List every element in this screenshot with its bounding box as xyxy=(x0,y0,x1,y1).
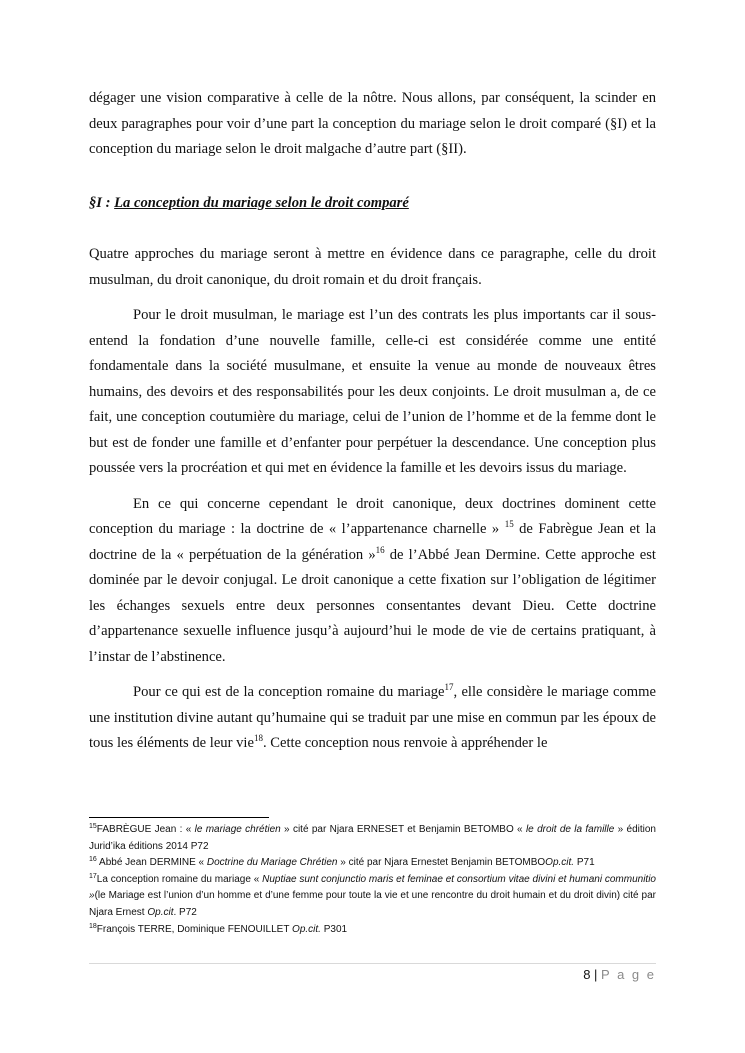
paragraph-approaches: Quatre approches du mariage seront à mettre en évidence dans ce paragraphe, celle du droit musulman, du droit canonique, du droit romain et du droit français. xyxy=(89,246,656,288)
section-heading xyxy=(89,191,656,217)
footnotes xyxy=(89,822,656,938)
footnote-18: $^{18}$François TERRE, Dominique FENOUILLET Op.cit. P301 xyxy=(89,922,348,935)
main-text xyxy=(89,86,656,757)
footnote-17: $^{17}$La conception romaine du mariage « Nuptiae sunt conjunctio maris et feminae et consortium vitae divini et humani communitio »(le Mariage est l’union d’un homme et d’une femme pour toute la vie et une rencontre du droit humain et du droit divin) cité par Njara Ernest Op.cit. P72 xyxy=(89,872,656,918)
footnote-ref-17[interactable]: 17 xyxy=(444,682,454,692)
footnote-separator xyxy=(89,817,269,818)
page-separator: | xyxy=(590,967,602,982)
footnote-15: $^{15}$FABRÈGUE Jean : « le mariage chrétien » cité par Njara ERNESET et Benjamin BETOMBO « le droit de la famille » édition Jurid’ika éditions 2014 P72 xyxy=(89,823,656,852)
footnote-ref-15[interactable]: 15 xyxy=(504,519,514,529)
footer-divider xyxy=(89,963,656,964)
footnote-16: $^{16}$ Abbé Jean DERMINE « Doctrine du Mariage Chrétien » cité par Njara Ernestet Benjamin BETOMBOOp.cit. P71 xyxy=(89,856,595,869)
page-footer xyxy=(583,967,656,982)
paragraph-intro-continued: dégager une vision comparative à celle de la nôtre. Nous allons, par conséquent, la scinder en deux paragraphes pour voir d’une part la conception du mariage selon le droit comparé (§I) et la conception du mariage selon le droit malgache d’autre part (§II). xyxy=(89,90,656,157)
page-label: P a g e xyxy=(601,967,656,982)
paragraph-muslim-law: Pour le droit musulman, le mariage est l’un des contrats les plus importants car il sous-entend la fondation d’une nouvelle famille, celle-ci est considérée comme une entité fondamentale dans la société musulmane, et ensuite la venue au monde de nouveaux êtres humains, des devoirs et des responsabilités pour les deux conjoints. Le droit musulman a, de ce fait, une conception coutumière du mariage, celui de l’union de l’homme et de la femme dont le but est de fonder une famille et d’enfanter pour perpétuer la descendance. Une conception plus poussée vers la procréation et qui met en évidence la famille et les devoirs issus du mariage. xyxy=(89,307,656,476)
paragraph-canon-law: En ce qui concerne cependant le droit canonique, deux doctrines dominent cette conception du mariage : la doctrine de « l’appartenance charnelle » $^{15}$ de Fabrègue Jean et la doctrine de la « perpétuation de la génération »$^{16}$ de l’Abbé Jean Dermine. Cette approche est dominée par le devoir conjugal. Le droit canonique a cette fixation sur l’obligation de légitimer les échanges sexuels entre deux personnes consentantes devant Dieu. Cette doctrine d’appartenance sexuelle influence jusqu’à aujourd’hui le mode de vie de certains pratiquant, à l’instar de l’abstinence. xyxy=(89,495,657,665)
footnote-ref-16[interactable]: 16 xyxy=(375,544,385,555)
page-number: 8 xyxy=(583,967,591,982)
footnote-ref-18[interactable]: 18 xyxy=(253,733,263,743)
section-number: §I : xyxy=(89,194,115,211)
section-title: La conception du mariage selon le droit comparé xyxy=(114,194,409,211)
paragraph-roman-law: Pour ce qui est de la conception romaine du mariage$^{17}$, elle considère le mariage comme une institution divine autant qu’humaine qui se traduit par une mise en commun par les époux de tous les éléments de leur vie$^{18}$. Cette conception nous renvoie à appréhender le xyxy=(89,682,656,751)
